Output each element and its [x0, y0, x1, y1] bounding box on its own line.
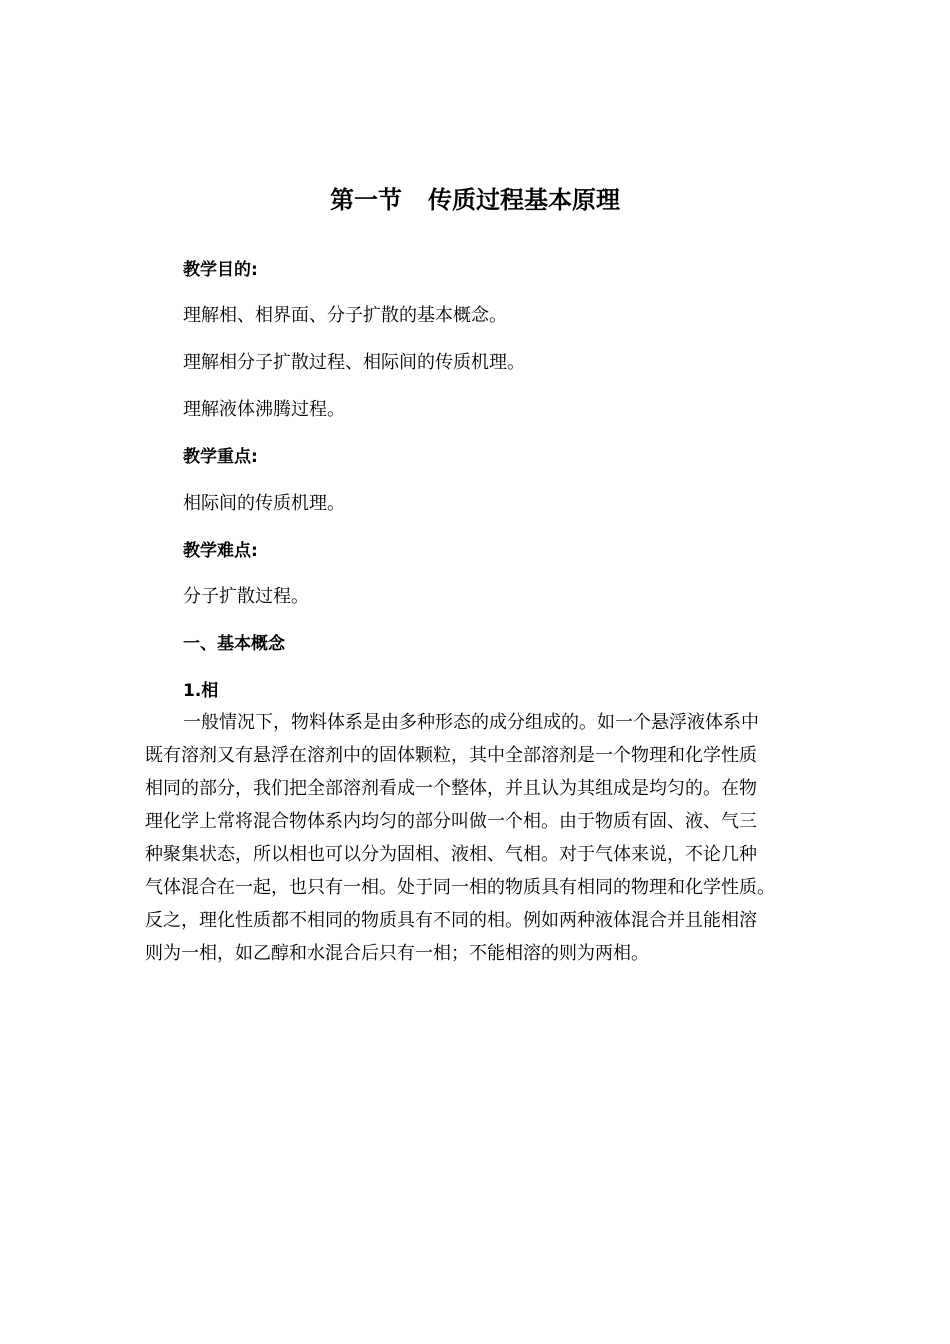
page-title — [0, 180, 950, 220]
objective-item-1: 理解相、相界面、分子扩散的基本概念。 — [183, 305, 507, 326]
title-section-number: 第一节 — [330, 186, 402, 214]
paragraph-line: 则为一相，如乙醇和水混合后只有一相；不能相溶的则为两相。 — [145, 943, 649, 964]
section-heading: 一、基本概念 — [183, 634, 285, 654]
paragraph-line: 理化学上常将混合物体系内均匀的部分叫做一个相。由于物质有固、液、气三 — [145, 811, 757, 832]
body-paragraph — [145, 706, 807, 970]
difficulties-text: 分子扩散过程。 — [183, 586, 309, 607]
key-points-heading: 教学重点: — [183, 447, 258, 467]
objective-item-2: 理解相分子扩散过程、相际间的传质机理。 — [183, 352, 525, 373]
title-text: 传质过程基本原理 — [428, 186, 620, 214]
subsection-heading: 1.相 — [183, 681, 219, 701]
paragraph-line: 反之，理化性质都不相同的物质具有不同的相。例如两种液体混合并且能相溶 — [145, 910, 757, 931]
objective-item-3: 理解液体沸腾过程。 — [183, 399, 345, 420]
objectives-heading: 教学目的: — [183, 260, 258, 280]
paragraph-line: 相同的部分，我们把全部溶剂看成一个整体，并且认为其组成是均匀的。在物 — [145, 778, 757, 799]
paragraph-line: 既有溶剂又有悬浮在溶剂中的固体颗粒，其中全部溶剂是一个物理和化学性质 — [145, 745, 757, 766]
paragraph-line: 一般情况下，物料体系是由多种形态的成分组成的。如一个悬浮液体系中 — [183, 712, 759, 733]
difficulties-heading: 教学难点: — [183, 541, 258, 561]
key-points-text: 相际间的传质机理。 — [183, 493, 345, 514]
paragraph-line: 种聚集状态，所以相也可以分为固相、液相、气相。对于气体来说，不论几种 — [145, 844, 757, 865]
paragraph-line: 气体混合在一起，也只有一相。处于同一相的物质具有相同的物理和化学性质。 — [145, 877, 775, 898]
